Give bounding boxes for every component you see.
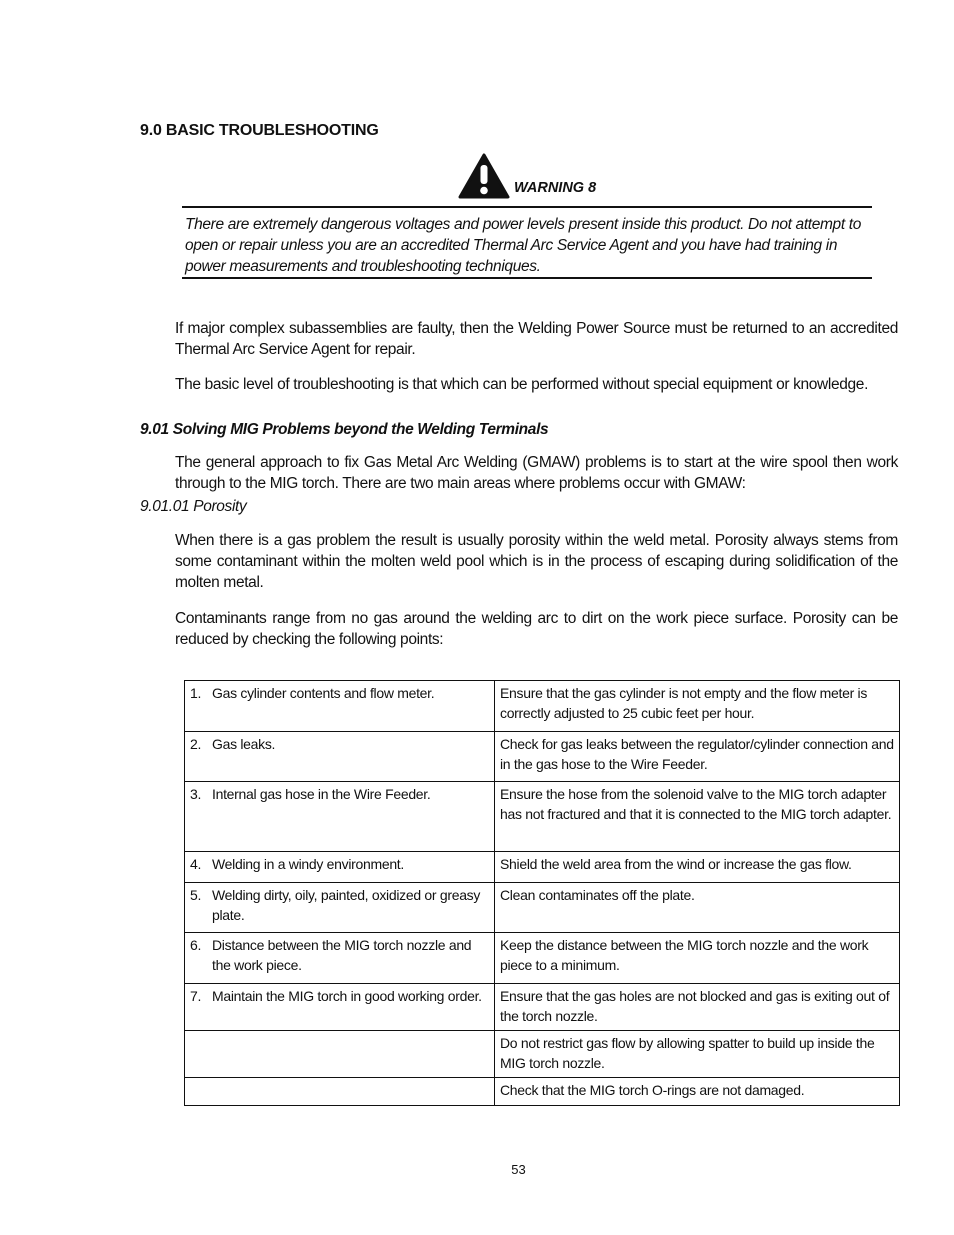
table-row [185, 782, 900, 852]
cause-cell [185, 852, 495, 883]
cause-text: Welding dirty, oily, painted, oxidized or greasy plate. [212, 887, 481, 923]
cause-text: Internal gas hose in the Wire Feeder. [212, 786, 431, 802]
cause-text: Welding in a windy environment. [212, 856, 404, 872]
cause-text: Distance between the MIG torch nozzle and the work piece. [212, 937, 472, 973]
table-row [185, 852, 900, 883]
item-number: 1. [190, 685, 202, 701]
remedy-cell: Ensure that the gas cylinder is not empty and the flow meter is correctly adjusted to 25 cubic feet per hour. [495, 681, 900, 732]
cause-text: Gas cylinder contents and flow meter. [212, 685, 435, 701]
cause-cell [185, 681, 495, 732]
cause-cell [185, 1031, 495, 1078]
item-number: 7. [190, 988, 202, 1004]
item-number: 4. [190, 856, 202, 872]
remedy-cell: Check that the MIG torch O-rings are not damaged. [495, 1078, 900, 1106]
warning-triangle-icon [458, 153, 510, 199]
section-title: 9.0 BASIC TROUBLESHOOTING [140, 122, 379, 139]
subsection-paragraph: The general approach to fix Gas Metal Arc Welding (GMAW) problems is to start at the wire spool then work through to the MIG torch. There are two main areas where problems occur with GMAW: [175, 454, 898, 492]
table-row [185, 1078, 900, 1106]
remedy-cell: Ensure that the gas holes are not blocked and gas is exiting out of the torch nozzle. [495, 984, 900, 1031]
porosity-paragraph-1: When there is a gas problem the result is usually porosity within the weld metal. Porosity always stems from some contaminant within the molten weld pool which is in the process of escaping during solidification of the molten metal. [175, 532, 898, 591]
intro-paragraph-1: If major complex subassemblies are faulty, then the Welding Power Source must be returned to an accredited Thermal Arc Service Agent for repair. [175, 320, 898, 358]
warning-label: WARNING 8 [514, 180, 597, 196]
warning-top-rule [182, 206, 872, 208]
subsection-title: 9.01 Solving MIG Problems beyond the Welding Terminals [140, 421, 549, 438]
porosity-checklist-table [184, 680, 900, 1106]
table-row [185, 883, 900, 933]
cause-text: Gas leaks. [212, 736, 276, 752]
cause-cell [185, 732, 495, 782]
cause-text: Maintain the MIG torch in good working order. [212, 988, 482, 1004]
cause-cell [185, 933, 495, 984]
cause-cell [185, 883, 495, 933]
item-number: 5. [190, 887, 202, 903]
item-number: 3. [190, 786, 202, 802]
warning-text: There are extremely dangerous voltages and power levels present inside this product. Do not attempt to open or repair unless you are an accredited Thermal Arc Service Agent and you have had training in power measurements and troubleshooting techniques. [185, 216, 861, 275]
remedy-cell: Clean contaminates off the plate. [495, 883, 900, 933]
page-number: 53 [511, 1162, 526, 1177]
item-number: 6. [190, 937, 202, 953]
intro-paragraph-2: The basic level of troubleshooting is that which can be performed without special equipment or knowledge. [175, 376, 869, 393]
table-row [185, 933, 900, 984]
porosity-paragraph-2: Contaminants range from no gas around the welding arc to dirt on the work piece surface. Porosity can be reduced by checking the following points: [175, 610, 898, 648]
table-row [185, 732, 900, 782]
remedy-cell: Shield the weld area from the wind or increase the gas flow. [495, 852, 900, 883]
remedy-cell: Keep the distance between the MIG torch nozzle and the work piece to a minimum. [495, 933, 900, 984]
table-row [185, 681, 900, 732]
table-row [185, 984, 900, 1031]
item-number: 2. [190, 736, 202, 752]
remedy-cell: Check for gas leaks between the regulator/cylinder connection and in the gas hose to the Wire Feeder. [495, 732, 900, 782]
porosity-title: 9.01.01 Porosity [140, 498, 247, 515]
warning-bottom-rule [182, 277, 872, 279]
cause-cell [185, 984, 495, 1031]
table-row [185, 1031, 900, 1078]
cause-cell [185, 782, 495, 852]
remedy-cell: Ensure the hose from the solenoid valve to the MIG torch adapter has not fractured and that it is connected to the MIG torch adapter. [495, 782, 900, 852]
cause-cell [185, 1078, 495, 1106]
remedy-cell: Do not restrict gas flow by allowing spatter to build up inside the MIG torch nozzle. [495, 1031, 900, 1078]
